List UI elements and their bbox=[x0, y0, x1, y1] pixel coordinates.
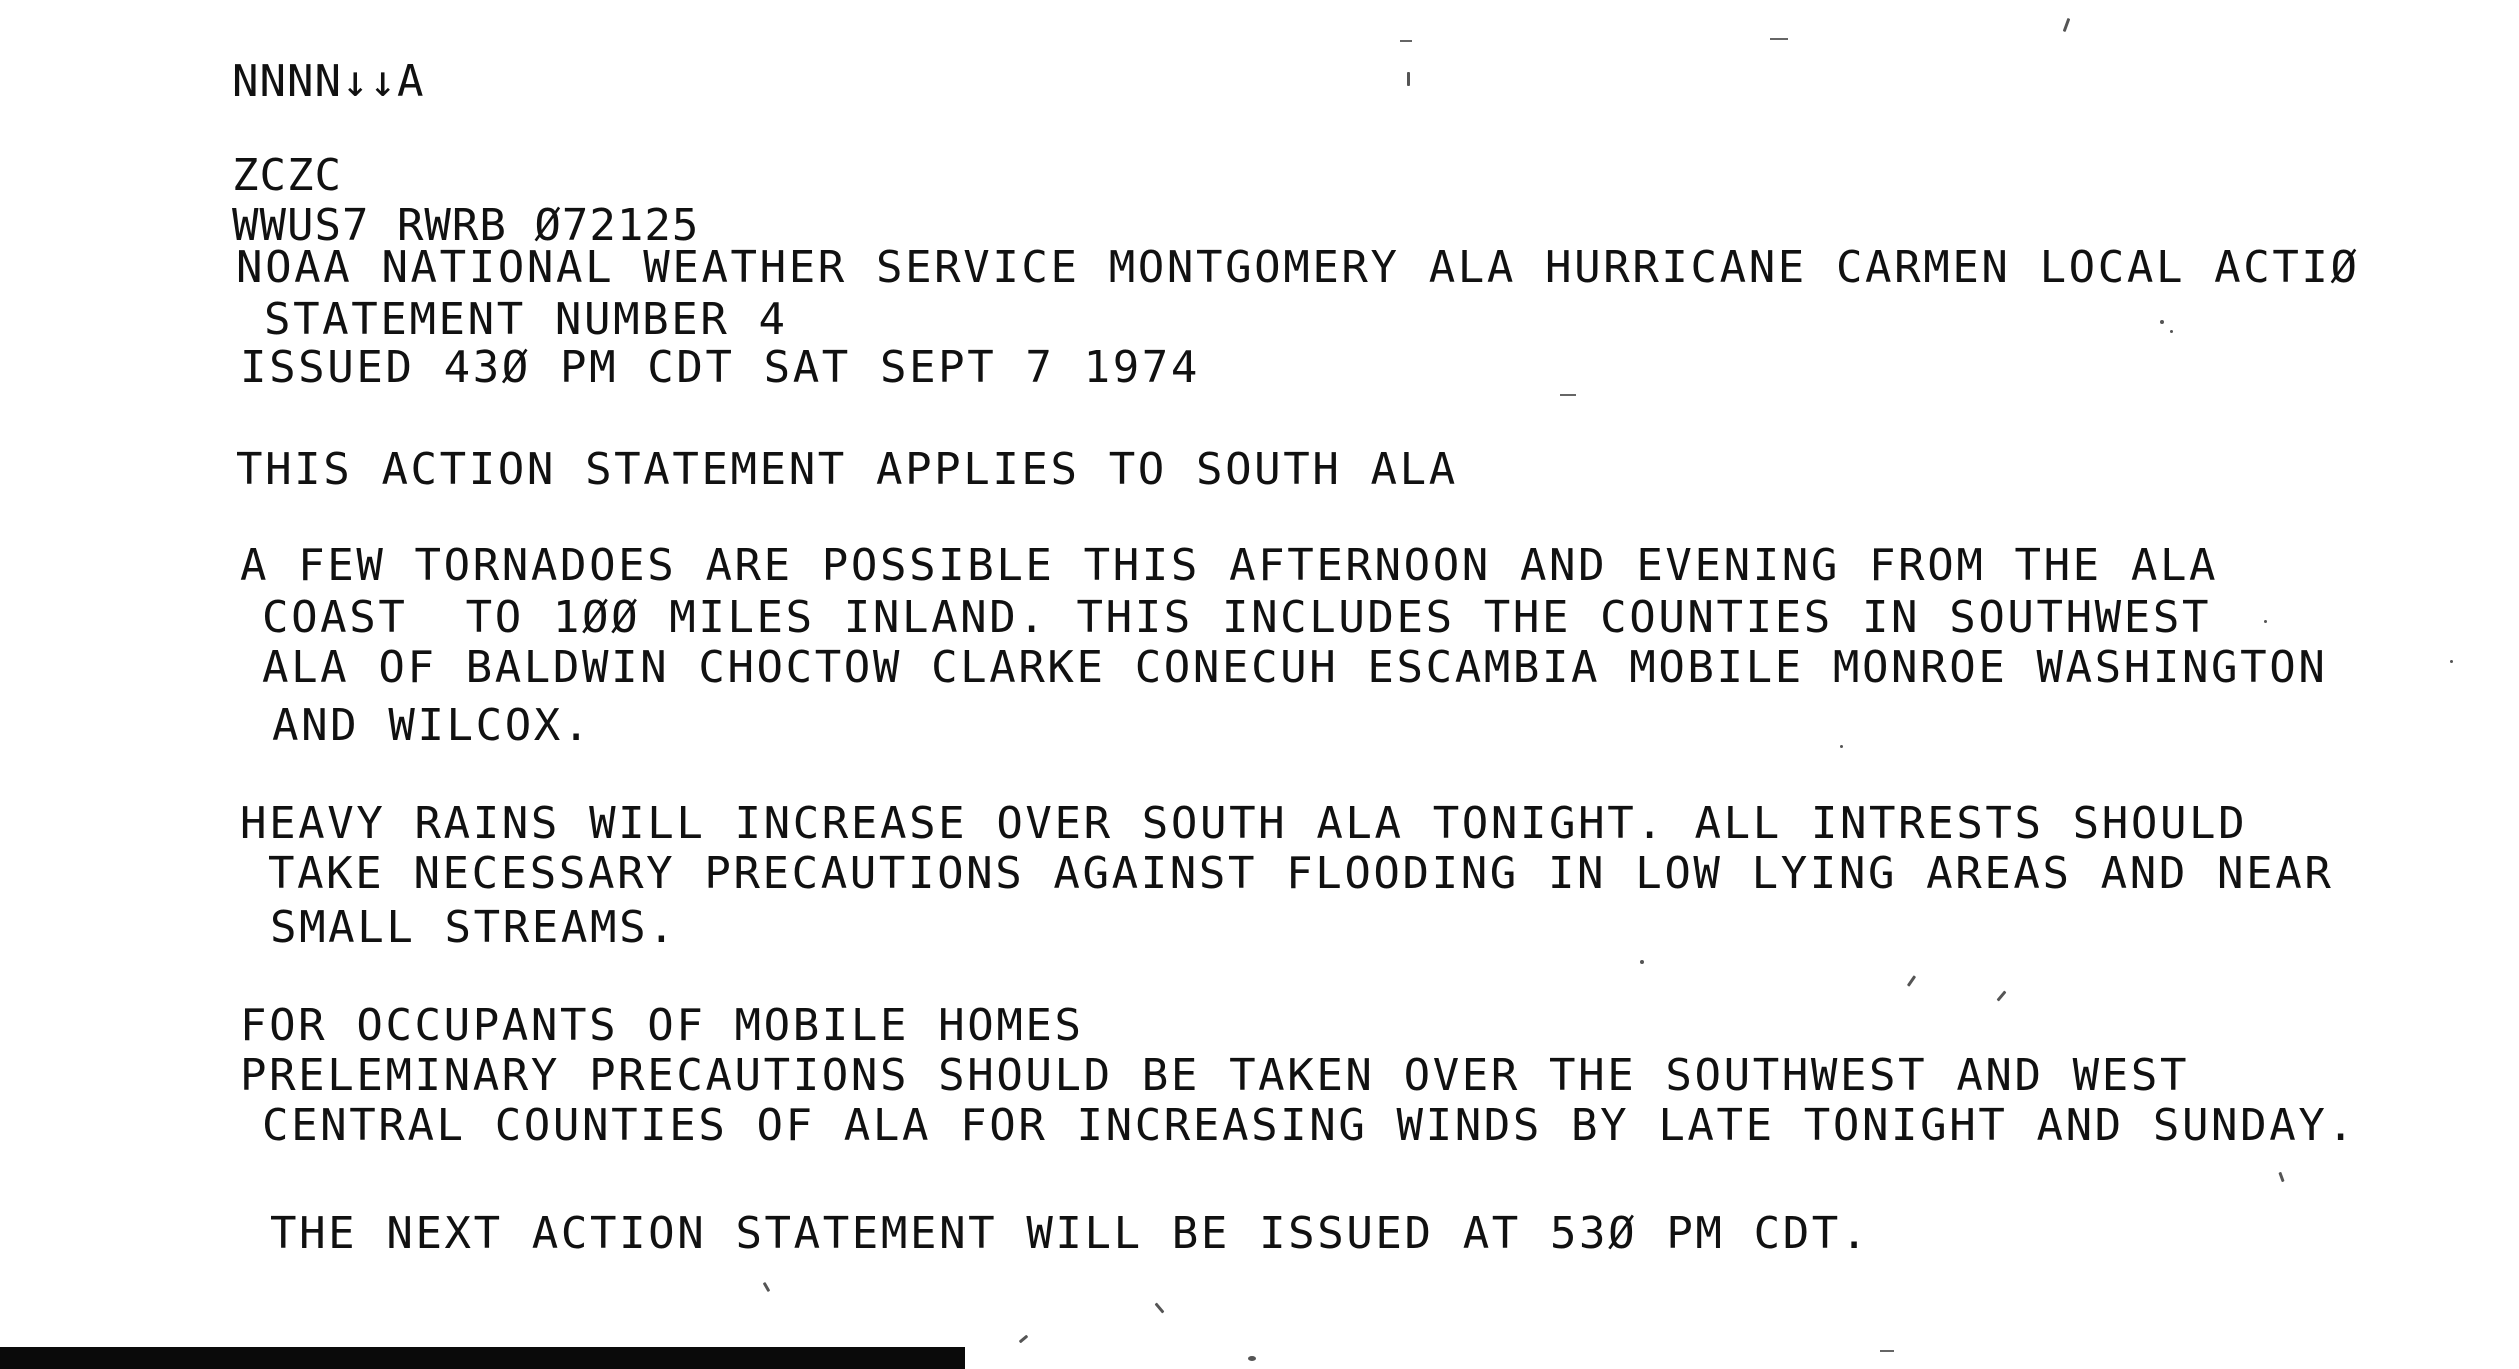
scan-speck bbox=[2278, 1172, 2284, 1182]
rain-line-2: TAKE NECESSARY PRECAUTIONS AGAINST FLOODING IN LOW LYING AREAS AND NEAR bbox=[268, 848, 2334, 899]
applies-line: THIS ACTION STATEMENT APPLIES TO SOUTH ALA bbox=[236, 444, 1458, 495]
rain-line-1: HEAVY RAINS WILL INCREASE OVER SOUTH ALA TONIGHT. ALL INTRESTS SHOULD bbox=[240, 798, 2248, 849]
mobile-homes-line-1: FOR OCCUPANTS OF MOBILE HOMES bbox=[240, 1000, 1084, 1051]
scan-speck bbox=[1640, 960, 1644, 964]
start-code: ZCZC bbox=[232, 150, 342, 201]
mobile-homes-line-2: PRELEMINARY PRECAUTIONS SHOULD BE TAKEN OVER THE SOUTHWEST AND WEST bbox=[240, 1050, 2190, 1101]
scan-speck bbox=[1840, 745, 1843, 748]
scan-speck bbox=[2170, 330, 2173, 333]
scan-speck bbox=[1248, 1356, 1256, 1361]
scan-speck bbox=[1019, 1335, 1029, 1344]
scan-speck bbox=[1407, 72, 1410, 86]
statement-title-line-2: STATEMENT NUMBER 4 bbox=[264, 294, 788, 345]
scan-mark bbox=[1770, 38, 1788, 40]
scan-speck bbox=[763, 1282, 771, 1292]
scan-speck bbox=[1996, 990, 2006, 1001]
scan-speck bbox=[2264, 620, 2267, 623]
scan-speck bbox=[2160, 320, 2164, 324]
scan-edge-bar bbox=[0, 1347, 965, 1369]
scan-mark bbox=[1560, 394, 1576, 396]
scan-mark bbox=[1400, 40, 1412, 42]
scan-mark bbox=[1880, 1350, 1894, 1352]
tornado-line-1: A FEW TORNADOES ARE POSSIBLE THIS AFTERNOON AND EVENING FROM THE ALA bbox=[240, 540, 2219, 591]
mobile-homes-line-3: CENTRAL COUNTIES OF ALA FOR INCREASING WINDS BY LATE TONIGHT AND SUNDAY. bbox=[262, 1100, 2357, 1151]
scan-speck bbox=[1907, 975, 1916, 987]
tornado-line-4: AND WILCOX. bbox=[272, 700, 592, 751]
statement-title-line-1: NOAA NATIONAL WEATHER SERVICE MONTGOMERY ALA HURRICANE CARMEN LOCAL ACTIØ bbox=[236, 242, 2360, 293]
wire-id: WWUS7 RWRB Ø72125 bbox=[232, 200, 700, 251]
scan-speck bbox=[2450, 660, 2453, 663]
scan-speck bbox=[1154, 1302, 1164, 1313]
tornado-line-3: ALA OF BALDWIN CHOCTOW CLARKE CONECUH ESCAMBIA MOBILE MONROE WASHINGTON bbox=[262, 642, 2328, 693]
tornado-line-2: COAST TO 1ØØ MILES INLAND. THIS INCLUDES THE COUNTIES IN SOUTHWEST bbox=[262, 592, 2212, 643]
routing-code: NNNN↓↓A bbox=[232, 56, 425, 107]
next-statement-line: THE NEXT ACTION STATEMENT WILL BE ISSUED AT 53Ø PM CDT. bbox=[270, 1208, 1870, 1259]
issued-line: ISSUED 43Ø PM CDT SAT SEPT 7 1974 bbox=[240, 342, 1200, 393]
rain-line-3: SMALL STREAMS. bbox=[270, 902, 678, 953]
scan-speck bbox=[2063, 18, 2071, 32]
